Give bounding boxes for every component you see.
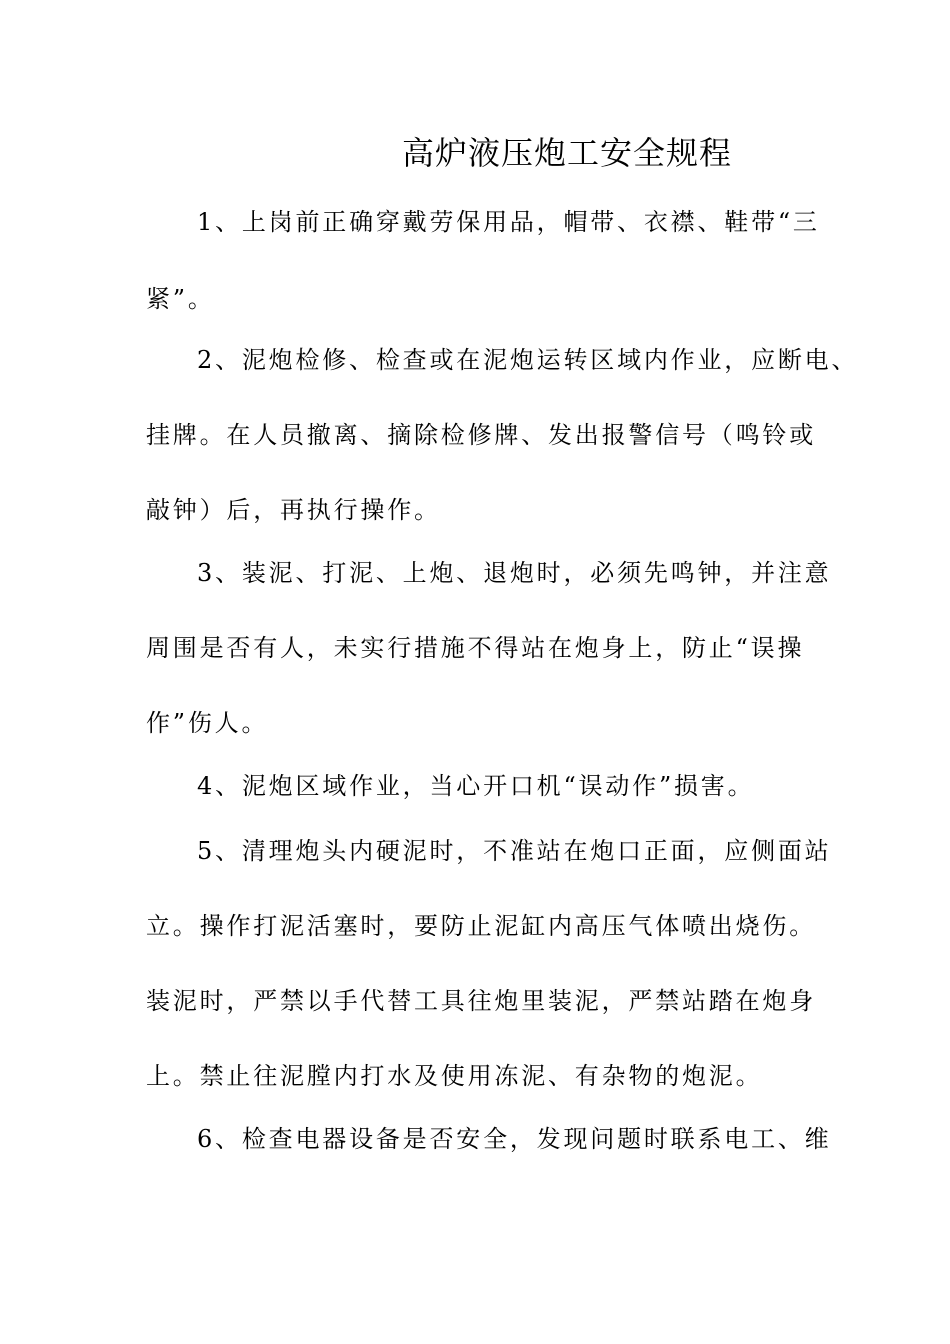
paragraph-2-line-1: 2、泥炮检修、检查或在泥炮运转区域内作业，应断电、	[197, 346, 859, 374]
paragraph-5-line-3: 装泥时，严禁以手代替工具往炮里装泥，严禁站踏在炮身	[146, 987, 816, 1015]
paragraph-3-line-1: 3、装泥、打泥、上炮、退炮时，必须先鸣钟，并注意	[197, 559, 832, 587]
paragraph-5-line-1: 5、清理炮头内硬泥时，不准站在炮口正面，应侧面站	[197, 837, 832, 865]
paragraph-2-line-3: 敲钟）后，再执行操作。	[146, 496, 441, 524]
paragraph-5-line-2: 立。操作打泥活塞时，要防止泥缸内高压气体喷出烧伤。	[146, 912, 816, 940]
paragraph-2-line-2: 挂牌。在人员撤离、摘除检修牌、发出报警信号（鸣铃或	[146, 421, 816, 449]
paragraph-3-line-2: 周围是否有人，未实行措施不得站在炮身上，防止“误操	[146, 634, 805, 662]
paragraph-3-line-3: 作”伤人。	[146, 709, 269, 737]
paragraph-1-line-2: 紧”。	[146, 285, 215, 313]
paragraph-4-line-1: 4、泥炮区域作业，当心开口机“误动作”损害。	[197, 772, 755, 800]
paragraph-5-line-4: 上。禁止往泥膛内打水及使用冻泥、有杂物的炮泥。	[146, 1062, 763, 1090]
paragraph-1-line-1: 1、上岗前正确穿戴劳保用品，帽带、衣襟、鞋带“三	[197, 208, 820, 236]
paragraph-6-line-1: 6、检查电器设备是否安全，发现问题时联系电工、维	[197, 1125, 832, 1153]
document-title: 高炉液压炮工安全规程	[402, 134, 733, 172]
